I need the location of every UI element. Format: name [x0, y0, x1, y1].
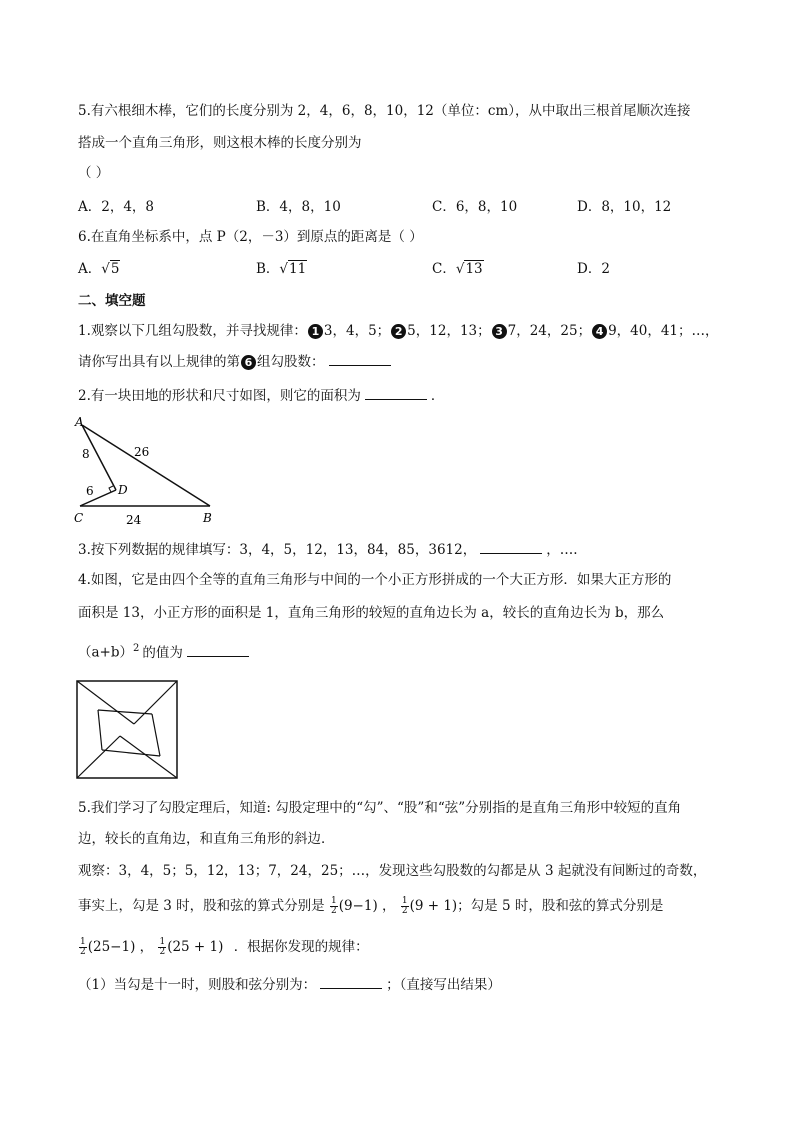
sqrt-symbol: √5	[101, 261, 120, 277]
triangle-figure	[70, 412, 230, 530]
fraction-numerator: 1	[330, 896, 337, 906]
circled-number-1: 1	[308, 324, 323, 339]
separator: ，	[382, 898, 396, 914]
answer-blank[interactable]	[480, 540, 542, 554]
fraction-half	[330, 897, 338, 916]
f4-stem-line2: 面积是 13，小正方形的面积是 1，直角三角形的较短的直角边长为 a，较长的直角边长为 b，那么	[78, 605, 665, 621]
f5-stem-line6	[78, 975, 501, 994]
f2-stem	[78, 386, 444, 405]
fraction-numerator: 1	[159, 937, 166, 947]
sqrt-symbol: √11	[279, 261, 307, 277]
square-figure	[76, 680, 178, 779]
edge-ab	[82, 425, 210, 506]
f5-text: ．根据你发现的规律：	[233, 939, 369, 955]
f4-text: 的值为	[142, 644, 183, 661]
inner-3	[102, 750, 160, 756]
f1-group-2: 5，12，13；	[407, 323, 491, 339]
fraction-denominator: 2	[159, 947, 166, 957]
f3-stem	[78, 540, 578, 559]
expression: (9 + 1)	[409, 898, 458, 914]
fraction-half	[79, 938, 87, 957]
f1-group-1: 3，4，5；	[323, 323, 391, 339]
separator: ，	[139, 939, 154, 955]
f4-stem-line3	[78, 640, 253, 662]
f5-stem-line4	[78, 897, 663, 916]
q6-option-b-label: B．	[256, 261, 280, 277]
fraction-numerator: 1	[401, 896, 408, 906]
fraction-half	[401, 897, 409, 916]
fraction-denominator: 2	[401, 906, 408, 916]
length-ab: 26	[134, 445, 150, 459]
answer-blank[interactable]	[320, 975, 382, 989]
f5-text: 事实上，勾是 3 时，股和弦的算式分别是	[78, 898, 325, 914]
f1-stem-line2	[78, 352, 395, 371]
fraction-denominator: 2	[80, 947, 86, 957]
diagonal-2	[134, 681, 177, 724]
circled-number-3: 3	[492, 324, 507, 339]
q6-option-c-label: C．	[432, 261, 456, 277]
q6-stem: 6.在直角坐标系中，点 P（2，－3）到原点的距离是（ ）	[78, 229, 423, 245]
f5-stem-line5	[78, 938, 369, 957]
length-cb: 24	[126, 513, 142, 527]
f5-text: （1）当勾是十一时，则股和弦分别为：	[78, 977, 317, 993]
q5-stem-line1: 5.有六根细木棒，它们的长度分别为 2，4，6，8，10，12（单位：cm），从中取出三根首尾顺次连接	[78, 103, 691, 119]
diagonal-4	[77, 736, 120, 778]
f4-exponent: 2	[133, 643, 140, 654]
f1-text: 1.观察以下几组勾股数，并寻找规律：	[78, 323, 307, 339]
inner-2	[152, 714, 160, 756]
answer-blank[interactable]	[187, 643, 249, 657]
f3-text: 3.按下列数据的规律填写：3，4，5，12，13，84，85，3612，	[78, 542, 477, 558]
inner-4	[98, 710, 102, 750]
q5-option-d: D．8，10，12	[577, 199, 672, 215]
q6-option-b	[256, 260, 307, 278]
f5-stem-line1: 5.我们学习了勾股定理后，知道: 勾股定理中的“勾”、“股”和“弦”分别指的是直角三角形中较短的直角	[78, 800, 682, 816]
length-cd: 6	[86, 484, 94, 498]
q6-option-b-radicand: 11	[289, 261, 307, 277]
section-title: 二、填空题	[78, 293, 146, 309]
diagonal-1	[77, 681, 134, 724]
expression: (25 + 1)	[167, 939, 224, 955]
label-a: A	[75, 415, 84, 429]
f1-group-3: 7，24，25；	[507, 323, 592, 339]
f1-text: 请你写出具有以上规律的第	[78, 354, 240, 370]
circled-number-2: 2	[391, 324, 406, 339]
label-b: B	[203, 511, 212, 525]
f1-group-4: 9，40，41；…，	[608, 323, 719, 339]
q5-option-c: C．6，8，10	[432, 199, 518, 215]
q6-option-a-radicand: 5	[110, 261, 120, 277]
f5-stem-line3: 观察：3，4，5；5，12，13；7，24，25；…，发现这些勾股数的勾都是从 3 起就没有间断过的奇数，	[78, 863, 707, 879]
f2-text-end: ．	[430, 388, 445, 404]
q6-option-c	[432, 260, 484, 278]
expression: (25−1)	[87, 939, 136, 955]
expression: (9−1)	[338, 898, 378, 914]
f5-text: ；勾是 5 时，股和弦的算式分别是	[457, 898, 664, 914]
q5-option-a: A．2，4，8	[78, 199, 155, 215]
inner-1	[98, 710, 152, 714]
label-c: C	[74, 511, 84, 525]
f4-stem-line1: 4.如图，它是由四个全等的直角三角形与中间的一个小正方形拼成的一个大正方形．如果大正方形的	[78, 572, 672, 588]
q5-option-b: B．4，8，10	[256, 199, 341, 215]
length-ad: 8	[82, 447, 90, 461]
f2-text: 2.有一块田地的形状和尺寸如图，则它的面积为	[78, 388, 361, 404]
circled-number-6: 6	[241, 355, 256, 370]
f1-text: 组勾股数：	[257, 354, 325, 370]
f1-stem-line1	[78, 322, 719, 340]
q5-answer-paren: （ ）	[78, 165, 110, 181]
q6-option-a	[78, 260, 120, 278]
answer-blank[interactable]	[329, 352, 391, 366]
f5-text: ；（直接写出结果）	[386, 977, 501, 993]
f5-stem-line2: 边，较长的直角边，和直角三角形的斜边．	[78, 831, 335, 847]
fraction-denominator: 2	[330, 906, 337, 916]
label-d: D	[118, 483, 128, 497]
q6-option-d: D．2	[577, 261, 610, 277]
sqrt-symbol: √13	[455, 261, 483, 277]
q6-option-a-label: A．	[78, 261, 102, 277]
circled-number-4: 4	[592, 324, 607, 339]
fraction-half	[158, 938, 166, 957]
diagonal-3	[120, 736, 177, 778]
q6-option-c-radicand: 13	[465, 261, 483, 277]
f3-text-end: ，….	[546, 542, 578, 558]
q5-stem-line2: 搭成一个直角三角形，则这根木棒的长度分别为	[78, 135, 362, 151]
answer-blank[interactable]	[365, 386, 427, 400]
f4-expression: （a+b）	[78, 644, 134, 661]
fraction-numerator: 1	[80, 937, 86, 947]
